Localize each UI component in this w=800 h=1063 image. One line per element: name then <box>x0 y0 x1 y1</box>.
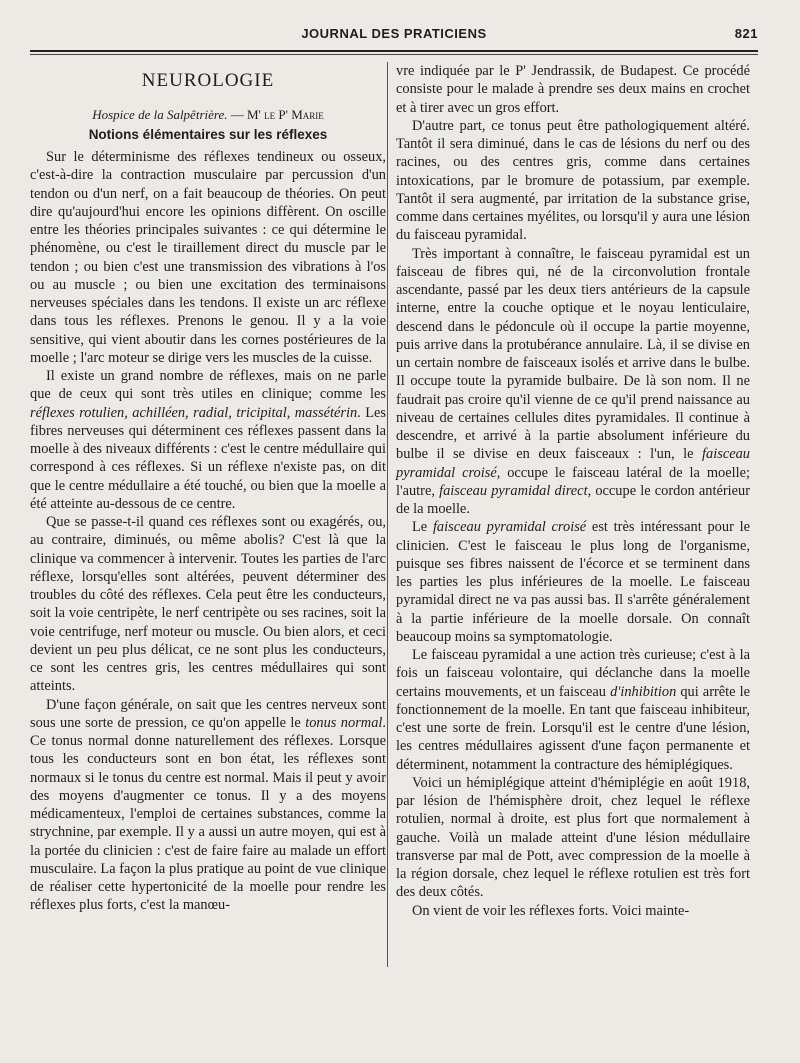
section-title: NEUROLOGIE <box>141 70 275 91</box>
right-column <box>396 62 750 920</box>
byline-dash: — <box>227 107 247 122</box>
paragraph: D'une façon générale, on sait que les centres nerveux sont sous une sorte de pression, ce qu'on appelle le tonus normal. Ce tonus normal donne naturellement des réflexes. Lorsque tous les conducteurs sont en bon état, les réflexes sont normaux si le tonus du centre est normal. Mais il peut y avoir des moyens d'augmenter ce tonus. Il y a des moyens médicamenteux, l'emploi de certaines substances, comme la strychnine, par exemple. Il y a aussi un autre moyen, qui est à la portée du clinicien : c'est de faire faire au malade un effort musculaire. La façon la plus pratique au point de vue clinique de réaliser cette hypertonicité de la moelle pour rendre les réflexes plus forts, c'est la manœu- <box>30 696 386 914</box>
article-title: Notions élémentaires sur les réflexes <box>88 127 328 142</box>
column-divider <box>387 62 388 967</box>
page-number: 821 <box>734 26 758 41</box>
left-column <box>30 62 386 915</box>
paragraph: Le faisceau pyramidal croisé est très intéressant pour le clinicien. C'est le faisceau le plus long de l'organisme, puisque ses fibres naissent de l'écorce et se terminent dans les parties les plus inférieures de la moelle. Le faisceau pyramidal direct ne va pas aussi bas. Il s'arrête généralement à la partie inférieure de la moelle dorsale. On connaît beaucoup moins sa symptomatologie. <box>396 519 750 645</box>
header-rule-thin <box>30 54 758 55</box>
header-rule <box>30 50 758 52</box>
paragraph: Voici un hémiplégique atteint d'hémiplégie en août 1918, par lésion de l'hémisphère droit, chez lequel le réflexe rotulien, normal à droite, est plus fort que normalement à gauche. Voilà un malade atteint d'une lésion médullaire transverse par mal de Pott, avec compression de la moelle à la région dorsale, chez lequel le réflexe rotulien est très fort des deux côtés. <box>396 774 750 901</box>
paragraph: On vient de voir les réflexes forts. Voici mainte- <box>412 902 690 919</box>
paragraph: Très important à connaître, le faisceau pyramidal est un faisceau de fibres qui, né de la circonvolution frontale ascendante, passé par les deux tiers antérieurs de la capsule interne, entre la couche optique et le noyau lenticulaire, descend dans le pédoncule où il occupe la partie moyenne, puis arrive dans la protubérance annulaire. Là, il se divise en un certain nombre de faisceaux isolés et arrive dans le bulbe. Il occupe toute la pyramide bulbaire. De là son nom. Il ne faudrait pas croire qu'il vienne de ce qu'il prend naissance au niveau de certaines cellules dites pyramidales. Il continue à descendre, et arrivé à la partie absolument inférieure du bulbe il se divise en deux faisceaux : l'un, le faisceau pyramidal croisé, occupe le faisceau latéral de la moelle; l'autre, faisceau pyramidal direct, occupe le cordon antérieur de la moelle. <box>396 245 751 517</box>
paragraph: Que se passe-t-il quand ces réflexes sont ou exagérés, ou, au contraire, diminués, ou même abolis? C'est là que la clinique va commencer à intervenir. Toutes les parties de l'arc réflexe, lorsqu'elles sont altérées, peuvent déterminer des troubles du côté des réflexes. Cela peut être les conducteurs, soit la voie centripète, le nerf centripète ou ses racines, soit la voie centrifuge, nerf moteur ou muscle. Ou bien alors, et ceci devient un peu plus délicat, ce ne sont plus les conducteurs, ce sont les centres gris, les centres médullaires qui sont atteints. <box>30 514 386 695</box>
paragraph: Le faisceau pyramidal a une action très curieuse; c'est à la fois un faisceau volontaire, qui déclanche dans la moelle certains mouvements, et un faisceau d'inhibition qui arrête le fonctionnement de la moelle. En tant que faisceau inhibiteur, c'est une sorte de frein. Lorsqu'il est le centre d'une lésion, les centres médullaires agissent d'une façon permanente et déterminent, notamment la contracture des hémiplégiques. <box>396 647 750 773</box>
byline-author: M' le P' Marie <box>246 107 324 122</box>
paragraph: D'autre part, ce tonus peut être pathologiquement altéré. Tantôt il sera diminué, dans le cas de lésions du nerf ou des racines, ou des centres gris, comme dans certaines intoxications, par le bromure de potassium, par exemple. Tantôt il sera augmenté, par irritation de la substance grise, comme dans certaines myélites, ou lorsqu'il y aura une lésion du faisceau pyramidal. <box>396 117 750 244</box>
journal-title: JOURNAL DES PRATICIENS <box>301 26 487 41</box>
paragraph: Sur le déterminisme des réflexes tendineux ou osseux, c'est-à-dire la contraction musculaire par percussion d'un tendon ou d'un nerf, on a fait beaucoup de théories. On peut dire qu'aujourd'hui encore les opinions diffèrent. On oscille entre les théories principales suivantes : ce qui détermine le phénomène, ou c'est le tiraillement direct du muscle par le tendon ; ou bien c'est une transmission des vibrations à l'os ou au muscle ; ou bien une excitation des terminaisons nerveuses spéciales dans les tendons. Il existe un arc réflexe dans tous les réflexes. Prenons le genou. Il y a la voie sensitive, qui vient aboutir dans les cornes postérieures de la moelle ; l'arc moteur se dirige vers les muscles de la cuisse. <box>30 149 386 366</box>
byline-place: Hospice de la Salpêtrière. <box>92 107 228 122</box>
paragraph: Il existe un grand nombre de réflexes, mais on ne parle que de ceux qui sont très utiles en clinique; comme les réflexes rotulien, achilléen, radial, tricipital, massétérin. Les fibres nerveuses qui déterminent ces réflexes passent dans la moelle à des niveaux différents : c'est le centre médullaire qui correspond à ces réflexes. Si un réflexe n'existe pas, on dit que le centre médullaire a été touché, ou bien que la moelle a été atteinte au-dessous de ce centre. <box>30 368 386 512</box>
paragraph: vre indiquée par le P' Jendrassik, de Budapest. Ce procédé consiste pour le malade à prendre ses deux mains en crochet et à tirer avec un gros effort. <box>396 63 750 116</box>
byline <box>30 106 386 124</box>
running-header <box>30 26 758 46</box>
